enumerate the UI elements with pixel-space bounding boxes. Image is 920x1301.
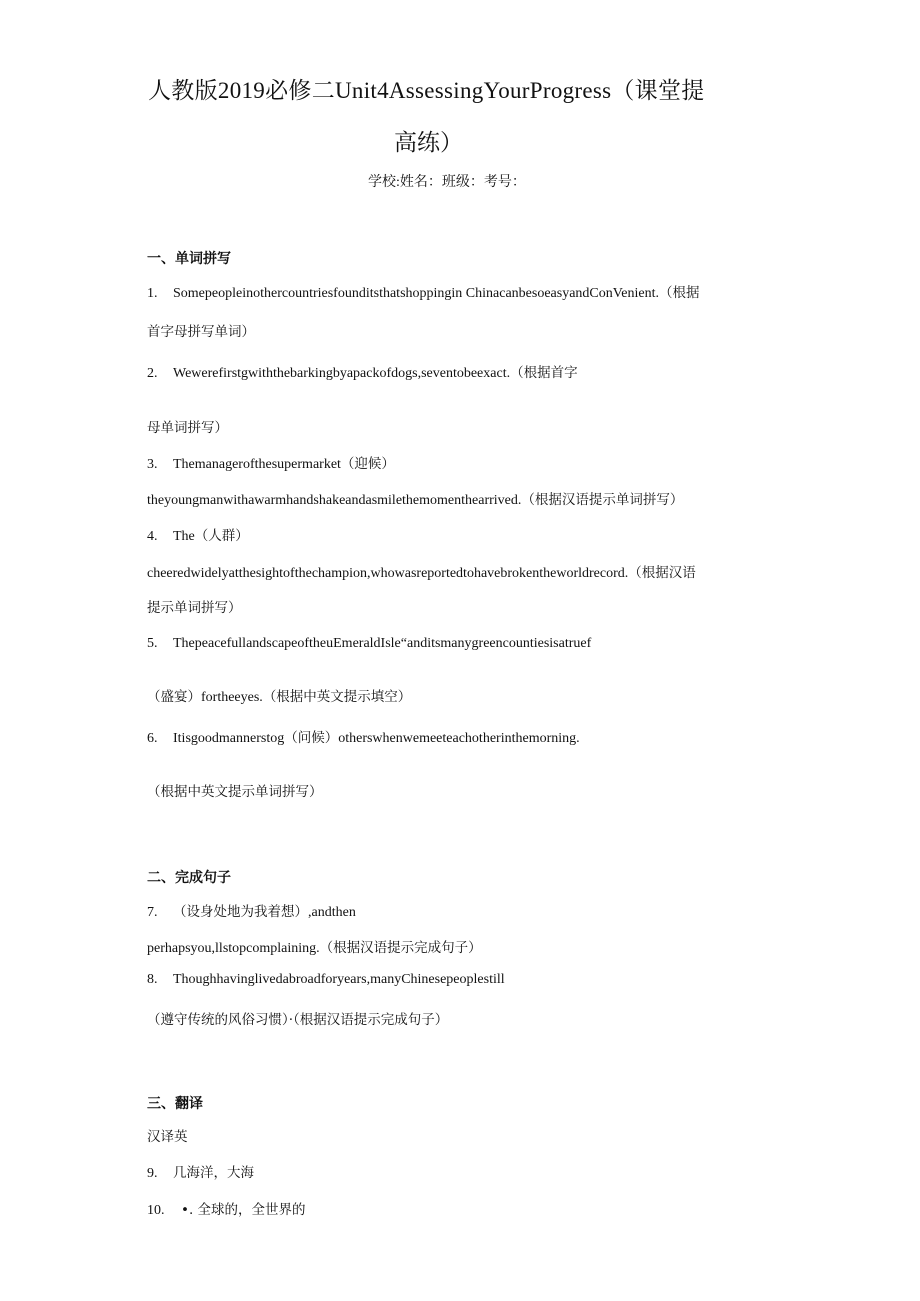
section-heading-vocab: 一、单词拼写 — [147, 251, 231, 267]
question-7 — [147, 900, 356, 921]
question-number: 1. — [147, 286, 158, 301]
question-hint: （根据汉语提示单词拼写） — [521, 492, 684, 508]
question-7-continuation — [147, 936, 482, 957]
section-heading-translation: 三、翻译 — [147, 1096, 203, 1112]
document-title-line2: 高练） — [394, 130, 463, 155]
question-4-continuation — [147, 561, 696, 582]
question-text: ThepeacefullandscapeoftheuEmeraldIsle“anditsmanygreencountiesisatruef — [173, 636, 592, 651]
question-text: Wewerefirstgwiththebarkingbyapackofdogs,seventobeexact. — [173, 366, 511, 381]
section-heading-sentences: 二、完成句子 — [147, 870, 231, 886]
question-6-continuation: （根据中英文提示单词拼写） — [147, 784, 323, 800]
question-hint: （问候） — [284, 730, 339, 746]
document-title-line1: 人教版2019必修二Unit4AssessingYourProgress（课堂提 — [148, 78, 705, 103]
question-number: 8. — [147, 972, 158, 987]
student-info-line: 学校:姓名：班级：考号： — [368, 175, 526, 190]
question-9 — [147, 1161, 254, 1182]
question-hint: （根据汉语 — [628, 565, 696, 581]
question-text: Itisgoodmannerstog — [173, 731, 285, 746]
question-text: •. 全球的，全世界的 — [181, 1202, 306, 1218]
question-10 — [147, 1198, 306, 1219]
question-text: otherswhenwemeeteachotherinthemorning. — [338, 731, 580, 746]
question-1-continuation: 首字母拼写单词） — [147, 324, 255, 340]
question-text: Themanagerofthesupermarket — [173, 457, 341, 472]
question-4 — [147, 524, 249, 545]
question-hint: （盛宴） — [147, 689, 201, 705]
question-4-continuation-2: 提示单词拼写） — [147, 600, 242, 616]
question-8-continuation: （遵守传统的风俗习惯）·（根据汉语提示完成句子） — [147, 1012, 449, 1028]
question-number: 6. — [147, 731, 158, 746]
question-2-continuation: 母单词拼写） — [147, 420, 228, 436]
question-5 — [147, 636, 591, 652]
question-text: theyoungmanwithawarmhandshakeandasmilethemomenthearrived. — [147, 493, 522, 508]
question-text: cheeredwidelyatthesightofthechampion,whowasreportedtohavebrokentheworldrecord. — [147, 566, 629, 581]
question-number: 5. — [147, 636, 158, 651]
question-3 — [147, 452, 395, 473]
question-hint: （根据首字 — [510, 365, 578, 381]
question-text: The — [173, 529, 195, 544]
question-number: 10. — [147, 1203, 165, 1218]
question-hint: （人群） — [194, 528, 249, 544]
question-number: 2. — [147, 366, 158, 381]
question-text: Somepeopleinothercountriesfounditsthatshoppingin ChinacanbesoeasyandConVenient. — [173, 286, 660, 301]
question-6 — [147, 726, 580, 747]
question-text: fortheeyes. — [201, 690, 263, 705]
question-instruction: （根据中英文提示填空） — [262, 689, 412, 705]
question-hint: （根据 — [659, 285, 700, 301]
question-instruction: （根据汉语提示完成句子） — [319, 940, 482, 956]
question-text: ,andthen — [308, 905, 356, 920]
question-1 — [147, 281, 700, 302]
question-number: 7. — [147, 905, 158, 920]
translation-direction: 汉译英 — [147, 1129, 188, 1145]
question-text: Thoughhavinglivedabroadforyears,manyChinesepeoplestill — [173, 972, 505, 987]
question-number: 3. — [147, 457, 158, 472]
question-text: perhapsyou,llstopcomplaining. — [147, 941, 320, 956]
question-hint: （迎候） — [340, 456, 395, 472]
question-hint: （设身处地为我着想） — [173, 904, 308, 920]
question-number: 9. — [147, 1166, 158, 1181]
question-3-continuation — [147, 488, 683, 509]
question-8 — [147, 972, 505, 988]
question-2 — [147, 361, 578, 382]
question-text: 几海洋，大海 — [173, 1165, 254, 1181]
question-5-continuation — [147, 685, 411, 706]
question-number: 4. — [147, 529, 158, 544]
